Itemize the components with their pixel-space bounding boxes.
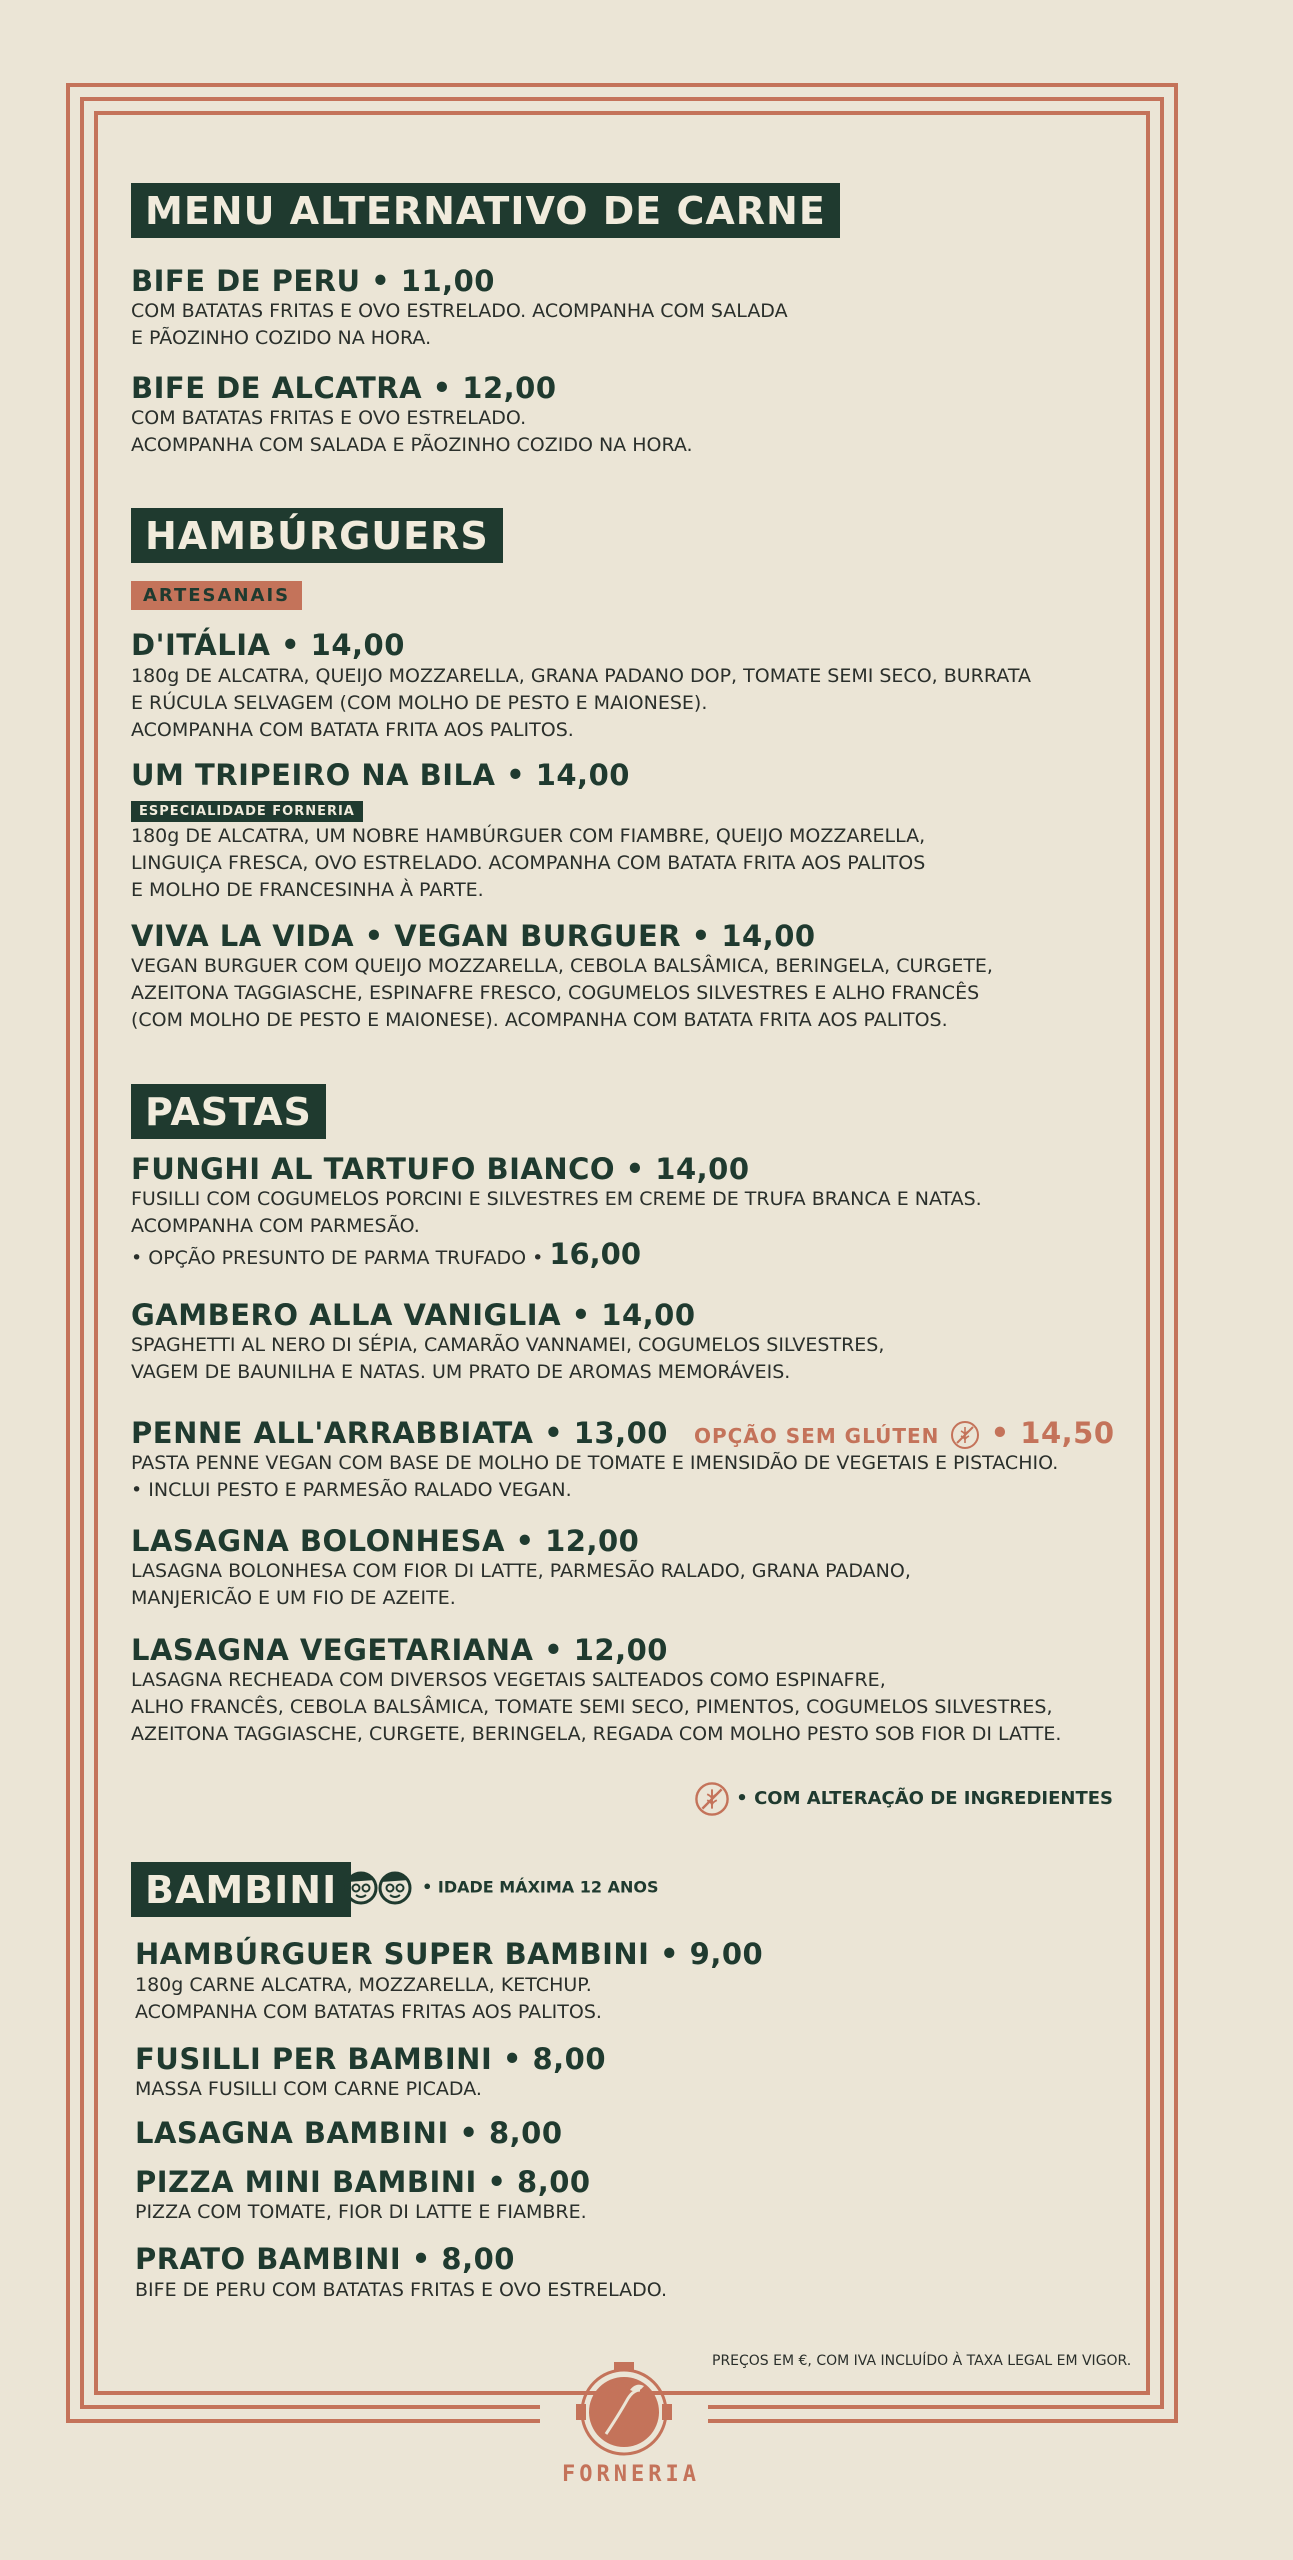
item-description: LASAGNA BOLONHESA COM FIOR DI LATTE, PARMESÃO RALADO, GRANA PADANO, MANJERICÃO E UM FIO DE AZEITE. [131,1560,911,1609]
item-title: PIZZA MINI BAMBINI • 8,00 [135,2165,591,2199]
gluten-free-price: • 14,50 [990,1416,1115,1450]
item-title: BIFE DE PERU • 11,00 [131,264,495,298]
item-description: PASTA PENNE VEGAN COM BASE DE MOLHO DE TOMATE E IMENSIDÃO DE VEGETAIS E PISTACHIO. • INCLUI PESTO E PARMESÃO RALADO VEGAN. [131,1452,1059,1501]
section-title-pastas: PASTAS [131,1084,326,1139]
item-title: BIFE DE ALCATRA • 12,00 [131,371,557,405]
item-title: UM TRIPEIRO NA BILA • 14,00 [131,758,630,792]
item-title: LASAGNA BAMBINI • 8,00 [135,2116,563,2150]
item-description: 180g DE ALCATRA, QUEIJO MOZZARELLA, GRANA PADANO DOP, TOMATE SEMI SECO, BURRATA E RÚCULA SELVAGEM (COM MOLHO DE PESTO E MAIONESE). ACOMPANHA COM BATATA FRITA AOS PALITOS. [131,665,1031,741]
item-description: COM BATATAS FRITAS E OVO ESTRELADO. ACOMPANHA COM SALADA E PÃOZINHO COZIDO NA HORA. [131,300,788,349]
item-description: PIZZA COM TOMATE, FIOR DI LATTE E FIAMBRE. [135,2201,587,2223]
item-title: FUSILLI PER BAMBINI • 8,00 [135,2042,607,2076]
item-description: 180g CARNE ALCATRA, MOZZARELLA, KETCHUP. ACOMPANHA COM BATATAS FRITAS AOS PALITOS. [135,1974,602,2023]
item-title-gluten: PENNE ALL'ARRABBIATA • 13,00 OPÇÃO SEM GLÚTEN • 14,50 [131,1416,1115,1450]
brand-name: FORNERIA [562,2462,700,2487]
forneria-logo [574,2360,674,2460]
subtitle-artesanais: ARTESANAIS [131,581,302,610]
item-description: FUSILLI COM COGUMELOS PORCINI E SILVESTRES EM CREME DE TRUFA BRANCA E NATAS. ACOMPANHA COM PARMESÃO. [131,1188,982,1237]
item-title: GAMBERO ALLA VANIGLIA • 14,00 [131,1298,696,1332]
item-title: VIVA LA VIDA • VEGAN BURGUER • 14,00 [131,919,816,953]
option-line: • OPÇÃO PRESUNTO DE PARMA TRUFADO • 16,00 [131,1237,642,1271]
item-description: 180g DE ALCATRA, UM NOBRE HAMBÚRGUER COM FIAMBRE, QUEIJO MOZZARELLA, LINGUIÇA FRESCA, OVO ESTRELADO. ACOMPANHA COM BATATA FRITA AOS PALITOS E MOLHO DE FRANCESINHA À PARTE. [131,825,926,901]
badge-especialidade: ESPECIALIDADE FORNERIA [131,801,363,822]
item-description: LASAGNA RECHEADA COM DIVERSOS VEGETAIS SALTEADOS COMO ESPINAFRE, ALHO FRANCÊS, CEBOLA BALSÂMICA, TOMATE SEMI SECO, PIMENTOS, COGUMELOS SILVESTRES, AZEITONA TAGGIASCHE, CURGETE, BERINGELA, REGADA COM MOLHO PESTO SOB FIOR DI LATTE. [131,1669,1062,1745]
item-title: PRATO BAMBINI • 8,00 [135,2242,515,2276]
section-title-hamburguers: HAMBÚRGUERS [131,508,503,563]
gluten-free-label: OPÇÃO SEM GLÚTEN [693,1424,940,1448]
price-note: PREÇOS EM €, COM IVA INCLUÍDO À TAXA LEGAL EM VIGOR. [712,2353,1132,2369]
item-title: FUNGHI AL TARTUFO BIANCO • 14,00 [131,1152,750,1186]
item-description: BIFE DE PERU COM BATATAS FRITAS E OVO ESTRELADO. [135,2279,668,2301]
item-description: COM BATATAS FRITAS E OVO ESTRELADO. ACOMPANHA COM SALADA E PÃOZINHO COZIDO NA HORA. [131,407,693,456]
age-note: • IDADE MÁXIMA 12 ANOS [341,1864,659,1910]
gluten-legend: • COM ALTERAÇÃO DE INGREDIENTES [694,1781,1113,1817]
section-title-bambini: BAMBINI [131,1862,351,1917]
item-title: LASAGNA BOLONHESA • 12,00 [131,1524,640,1558]
item-title: D'ITÁLIA • 14,00 [131,628,405,662]
item-title: LASAGNA VEGETARIANA • 12,00 [131,1633,668,1667]
gluten-free-icon [950,1420,980,1450]
item-description: VEGAN BURGUER COM QUEIJO MOZZARELLA, CEBOLA BALSÂMICA, BERINGELA, CURGETE, AZEITONA TAGGIASCHE, ESPINAFRE FRESCO, COGUMELOS SILVESTRES E ALHO FRANCÊS (COM MOLHO DE PESTO E MAIONESE). ACOMPANHA COM BATATA FRITA AOS PALITOS. [131,955,993,1031]
kids-icon [341,1864,417,1910]
section-title-carne: MENU ALTERNATIVO DE CARNE [131,183,840,238]
item-description: MASSA FUSILLI COM CARNE PICADA. [135,2078,482,2100]
item-title: HAMBÚRGUER SUPER BAMBINI • 9,00 [135,1937,764,1971]
item-description: SPAGHETTI AL NERO DI SÉPIA, CAMARÃO VANNAMEI, COGUMELOS SILVESTRES, VAGEM DE BAUNILHA E NATAS. UM PRATO DE AROMAS MEMORÁVEIS. [131,1334,885,1383]
gluten-free-icon [694,1781,730,1817]
